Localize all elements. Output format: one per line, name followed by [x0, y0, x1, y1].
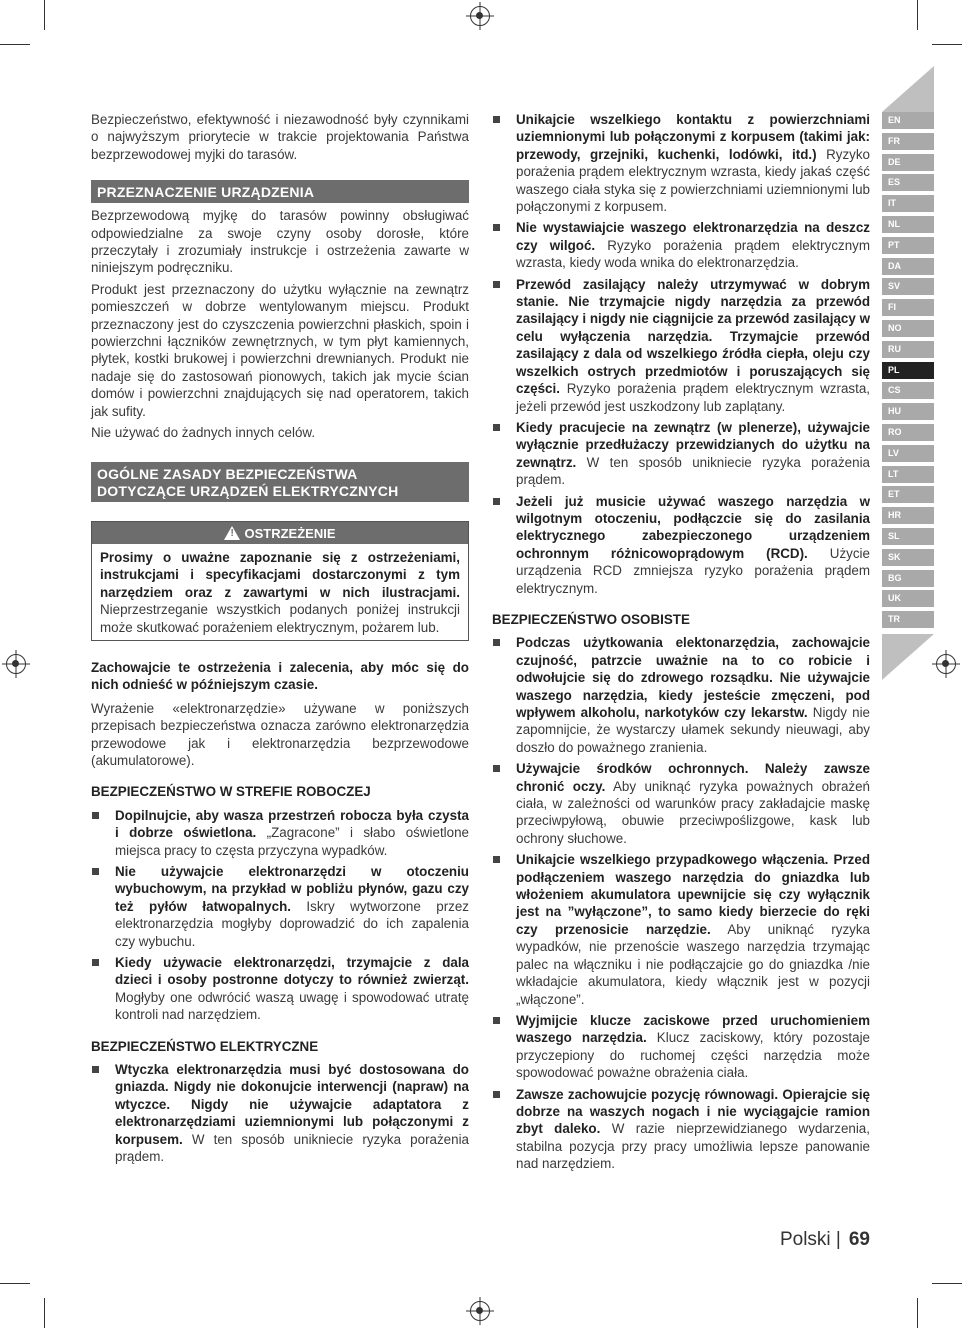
item-bold-text: Unikajcie wszelkiego kontaktu z powierzchniami uziemnionymi lub połączonymi z korpusem (takimi jak: przewody, grzejniki, kuchenki, lodówki, itd.)	[516, 112, 870, 162]
crop-mark	[917, 0, 918, 30]
item-bold-text: Dopilnujcie, aby wasza przestrzeń robocza była czysta i dobrze oświetlona.	[115, 807, 469, 841]
subheading-personal: BEZPIECZEŃSTWO OSOBISTE	[492, 611, 690, 627]
bullet-square-icon	[92, 812, 99, 819]
crop-mark	[44, 1298, 45, 1328]
bullet-square-icon	[493, 639, 500, 646]
bullet-square-icon	[92, 959, 99, 966]
intended-use-paragraph: Produkt jest przeznaczony do użytku wyłącznie na zewnątrz pomieszczeń w dobrze wentylowanym miejscu. Produkt przeznaczony jest do czyszczenia powierzchni płaskich, spoin i powierzchni łączników zewnętrznych, w tym płyt kamiennych, płytek, kostki brukowej i powierzchni drewnianych. Produkt nie nadaje się do zastosowań pionowych, takich jak mycie ścian domów i powierzchni znajdujących się nad operatorem, takich jak sufity.	[91, 281, 469, 419]
language-tab-sv[interactable]: SV	[882, 278, 934, 295]
bullet-square-icon	[92, 1066, 99, 1073]
language-tab-fr[interactable]: FR	[882, 133, 934, 150]
bullet-square-icon	[493, 281, 500, 288]
bullet-square-icon	[493, 765, 500, 772]
item-bold-text: Podczas użytkowania elektonarzędzia, zachowajcie czujność, patrzcie uważnie na to co robicie i odwołujcie się do zdrowego rozsądku. Nie używajcie waszego narzędzia, kiedy jesteście zmęczeni, pod wpływem alkoholu, narkotyków czy lekarstw.	[516, 635, 870, 720]
language-bar-corner	[882, 634, 934, 680]
language-tab-it[interactable]: IT	[882, 195, 934, 212]
language-tab-es[interactable]: ES	[882, 174, 934, 191]
language-tabs	[882, 112, 934, 632]
language-tab-hu[interactable]: HU	[882, 403, 934, 420]
bullet-square-icon	[493, 1091, 500, 1098]
crop-mark	[932, 1283, 962, 1284]
list-item	[492, 419, 870, 489]
warning-triangle-icon	[224, 526, 240, 540]
item-text: Ryzyko porażenia prądem elektrycznym wzrasta, kiedy jakaś część waszego ciała styka się z powierzchniami uziemnionymi lub połączonymi z korpusem.	[516, 146, 871, 215]
item-bold-text: Kiedy pracujecie na zewnątrz (w plenerze), używajcie wyłącznie przedłużaczy przewidzianych do użytku na zewnątrz.	[516, 419, 870, 470]
item-text: Klucz zaciskowy, który pozostaje przyczepiony do ruchomej części narzędzia może spowodować poważne obrażenia ciała.	[516, 1030, 870, 1081]
item-bold-text: Jeżeli już musicie używać waszego narzędzia w wilgotnym otoczeniu, podłączcie się do zasilania elektrycznego zabezpieczonego urządzeniem ochronnym różnicowoprądowym (RCD).	[516, 493, 870, 561]
item-text: Ryzyko porażenia prądem elektrycznym wzrasta, kiedy woda wnika do elektronarzędzia.	[516, 237, 871, 271]
bullet-square-icon	[92, 868, 99, 875]
item-text: Iskry wytworzone przez elektronarzędzia mogłyby doprowadzić do ich zapalenia czy wybuchu.	[115, 898, 469, 949]
registration-mark-icon	[6, 654, 26, 674]
bullet-square-icon	[493, 224, 500, 231]
language-tab-en[interactable]: EN	[882, 112, 934, 129]
language-tab-uk[interactable]: UK	[882, 590, 934, 607]
language-tab-ro[interactable]: RO	[882, 424, 934, 441]
warning-box	[91, 521, 469, 641]
item-text: Aby uniknąć ryzyka wypadków, nie przenoście waszego narzędzia trzymając palec na włączniku i nie podłączajcie go do gniazdka /nie wkładajcie akumulatora, kiedy włącznik jest w pozycji „włączone”.	[516, 921, 870, 1007]
intended-use-paragraph: Nie używać do żadnych innych celów.	[91, 425, 316, 441]
bullet-square-icon	[493, 424, 500, 431]
left-column	[91, 111, 469, 1180]
warning-body	[92, 544, 468, 640]
item-bold-text: Wyjmijcie klucze zaciskowe przed uruchomieniem waszego narzędzia.	[516, 1012, 870, 1046]
language-tab-lv[interactable]: LV	[882, 445, 934, 462]
language-tab-da[interactable]: DA	[882, 258, 934, 275]
personal-safety-list	[492, 634, 870, 1172]
crop-mark	[932, 44, 962, 45]
intro-paragraph: Bezpieczeństwo, efektywność i niezawodność były czynnikami o najwyższym priorytecie w trakcie projektowania Państwa bezprzewodowej myjki do tarasów.	[91, 112, 469, 162]
item-text: Nigdy nie zapomnijcie, że wystarczy ułamek sekundy nieuwagi, aby doszło do poważnego zranienia.	[516, 705, 870, 755]
item-text: W razie nieprzewidzianego wydarzenia, stabilna pozycja przy pracy umożliwia lepsze panowanie nad narzędziem.	[516, 1121, 870, 1172]
item-bold-text: Używajcie środków ochronnych. Należy zawsze chronić oczy.	[516, 761, 870, 794]
list-item	[492, 493, 870, 597]
language-tab-nl[interactable]: NL	[882, 216, 934, 233]
item-bold-text: Wtyczka elektronarzędzia musi być dostosowana do gniazda. Nigdy nie dokonujcie interwencji (napraw) na wtyczce. Nigdy nie używajcie adaptatora z elektronarzędziami uziemnionymi lub połączonymi z korpusem.	[115, 1062, 469, 1147]
item-text: Aby uniknąć ryzyka poważnych obrażeń ciała, w zależności od warunków pracy zakładajcie maskę przeciwpyłową, obuwie przeciwpoślizgowe, kask lub ochrony słuchowe.	[516, 778, 870, 846]
power-tool-definition: Wyrażenie «elektronarzędzie» używane w poniższych przepisach bezpieczeństwa oznacza zarówno elektronarzędzia przewodowe jak i elektronarzędzia bezprzewodowe (akumulatorowe).	[91, 700, 469, 768]
list-item	[91, 954, 469, 1024]
language-tab-fi[interactable]: FI	[882, 299, 934, 316]
language-tab-pt[interactable]: PT	[882, 237, 934, 254]
bullet-square-icon	[493, 856, 500, 863]
warning-label: OSTRZEŻENIE	[244, 525, 336, 541]
intended-use-paragraph: Bezprzewodową myjkę do tarasów powinny obsługiwać odpowiedzialne za swoje czyny osoby dorosłe, które przeczytały i zrozumiały instrukcje i ostrzeżenia zawarte w niniejszym podręczniku.	[91, 208, 469, 276]
crop-mark	[44, 0, 45, 30]
crop-mark	[0, 1283, 30, 1284]
list-item	[492, 851, 870, 1008]
warning-bold-text: Prosimy o uważne zapoznanie się z ostrzeżeniami, instrukcjami i specyfikacjami dostarczonymi z tym narzędziem oraz z zawartymi w nich ilustracjami.	[100, 549, 460, 600]
subheading-work-area: BEZPIECZEŃSTWO W STREFIE ROBOCZEJ	[91, 784, 371, 800]
footer-language: Polski |	[779, 1229, 841, 1250]
item-bold-text: Kiedy używacie elektronarzędzi, trzymajcie z dala dzieci i osoby postronne dotyczy to również zwierząt.	[115, 955, 469, 988]
page-footer	[780, 1229, 870, 1251]
language-tab-et[interactable]: ET	[882, 486, 934, 503]
item-text: W ten sposób unikniecie ryzyka porażenia prądem.	[115, 1131, 469, 1165]
item-bold-text: Zawsze zachowujcie pozycję równowagi. Opierajcie się dobrze na waszych nogach i nie wyciągajcie ramion zbyt daleko.	[516, 1086, 870, 1137]
heading-line: DOTYCZĄCE URZĄDZEŃ ELEKTRYCZNYCH	[97, 482, 399, 499]
language-tab-bg[interactable]: BG	[882, 570, 934, 587]
subheading-electrical: BEZPIECZEŃSTWO ELEKTRYCZNE	[91, 1038, 319, 1054]
language-tab-no[interactable]: NO	[882, 320, 934, 337]
list-item	[91, 1061, 469, 1165]
registration-mark-icon	[470, 1301, 490, 1321]
item-text: Użycie urządzenia RCD zmniejsza ryzyko porażenia prądem elektrycznym.	[516, 545, 870, 596]
bullet-square-icon	[493, 498, 500, 505]
language-tab-pl[interactable]: PL	[882, 362, 934, 379]
page-number: 69	[848, 1229, 870, 1250]
list-item	[492, 1086, 870, 1173]
right-column	[492, 111, 870, 1187]
crop-mark	[0, 44, 30, 45]
list-item	[492, 219, 870, 271]
list-item	[492, 111, 870, 215]
item-text: W ten sposób unikniecie ryzyka porażenia prądem.	[516, 454, 870, 488]
language-tab-cs[interactable]: CS	[882, 382, 934, 399]
language-bar-corner	[882, 66, 934, 112]
list-item	[492, 760, 870, 847]
keep-instructions: Zachowajcie te ostrzeżenia i zalecenia, aby móc się do nich odnieść w późniejszym czasie.	[91, 659, 469, 693]
item-bold-text: Nie używajcie elektronarzędzi w otoczeniu wybuchowym, na przykład w pobliżu płynów, gazu czy też pyłów łatwopalnych.	[115, 864, 469, 914]
electrical-list-part1	[91, 1061, 469, 1165]
warning-text: Nieprzestrzeganie wszystkich podanych poniżej instrukcji może skutkować porażeniem elektrycznym, pożarem lub.	[100, 602, 460, 635]
language-tab-tr[interactable]: TR	[882, 611, 934, 628]
work-area-list	[91, 807, 469, 1024]
item-bold-text: Przewód zasilający należy utrzymywać w dobrym stanie. Nie trzymajcie nigdy narzędzia za przewód zasilający i nigdy nie ciągnijcie za przewód zasilający w celu wyłączenia narzędzia. Trzymajcie przewód zasilający z dala od wszelkiego źródła ciepła, oleju czy wszelkich ostrych przedmiotów i poruszających się części.	[516, 276, 870, 397]
item-text: Mogłyby one odwrócić waszą uwagę i spowodować utratę kontroli nad narzędziem.	[115, 989, 469, 1023]
item-text: Ryzyko porażenia prądem elektrycznym wzrasta, jeżeli przewód jest uszkodzony lub zaplątany.	[516, 381, 870, 414]
electrical-list-part2	[492, 111, 870, 597]
language-tab-hr[interactable]: HR	[882, 507, 934, 524]
list-item	[492, 634, 870, 756]
list-item	[492, 1012, 870, 1082]
heading-line: OGÓLNE ZASADY BEZPIECZEŃSTWA	[97, 465, 358, 482]
bullet-square-icon	[493, 116, 500, 123]
crop-mark	[917, 1298, 918, 1328]
language-tab-de[interactable]: DE	[882, 154, 934, 171]
language-tab-sl[interactable]: SL	[882, 528, 934, 545]
registration-mark-icon	[936, 654, 956, 674]
warning-header	[92, 522, 468, 544]
item-bold-text: Unikajcie wszelkiego przypadkowego włączenia. Przed podłączeniem waszego narzędzia do gniazdka lub włożeniem akumulatora upewnijcie się czy wyłącznik jest na ”wyłączone”, to samo kiedy bierzecie do ręki czy przenosicie narzędzie.	[516, 852, 870, 937]
registration-mark-icon	[470, 6, 490, 26]
section-heading-intended-use: PRZEZNACZENIE URZĄDZENIA	[91, 180, 469, 203]
language-tab-sk[interactable]: SK	[882, 549, 934, 566]
bullet-square-icon	[493, 1017, 500, 1024]
item-bold-text: Nie wystawiajcie waszego elektronarzędzia na deszcz czy wilgoć.	[516, 220, 870, 253]
section-heading-general-safety	[91, 462, 469, 502]
list-item	[91, 863, 469, 950]
language-tab-lt[interactable]: LT	[882, 466, 934, 483]
language-tab-ru[interactable]: RU	[882, 341, 934, 358]
item-text: „Zagracone” i słabo oświetlone miejsca pracy to częsta przyczyna wypadków.	[115, 825, 469, 858]
list-item	[91, 807, 469, 859]
list-item	[492, 276, 870, 415]
